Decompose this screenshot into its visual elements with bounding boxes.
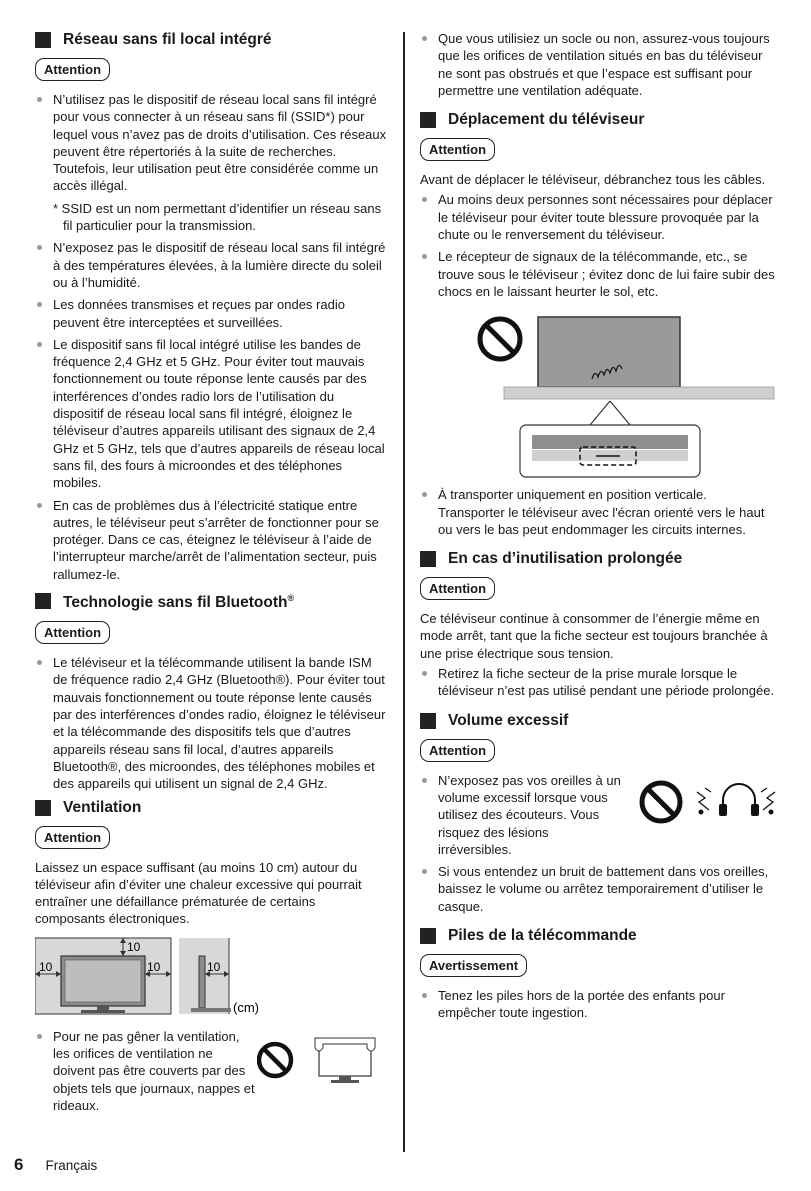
floor — [504, 387, 774, 399]
covered-tv-prohibited-figure — [257, 1030, 377, 1090]
move-text: Avant de déplacer le téléviseur, débranchez tous les câbles. — [420, 172, 766, 188]
heading-text: Piles de la télécommande — [448, 927, 637, 945]
volume-row — [420, 772, 776, 858]
section-volume — [420, 711, 776, 915]
list-item: Tenez les piles hors de la portée des enfants pour empêcher toute ingestion. — [420, 987, 776, 1022]
bullet-list — [35, 239, 387, 583]
column-divider — [403, 32, 405, 1152]
heading-text: Ventilation — [63, 798, 142, 816]
ventilation-cover-row — [35, 1028, 387, 1114]
unit-label: (cm) — [233, 999, 259, 1015]
attention-badge: Attention — [420, 138, 495, 161]
heading-text: Réseau sans fil local intégré — [63, 31, 272, 48]
heading-square-icon — [35, 32, 51, 48]
section-wifi — [35, 30, 387, 583]
bullet-list — [35, 1028, 257, 1114]
bullet-list — [35, 654, 387, 792]
bullet-list — [420, 863, 776, 915]
section-heading — [420, 549, 776, 569]
left-column — [35, 30, 387, 1119]
registered-mark: ® — [287, 593, 295, 604]
section-heading — [420, 110, 776, 130]
footnote: * SSID est un nom permettant d’identifier un réseau sans fil particulier pour la transmission. — [53, 200, 382, 234]
section-heading — [35, 798, 387, 818]
list-item: À transporter uniquement en position verticale. Transporter le téléviseur avec l'écran orienté vers le haut ou vers le bas peut endommager les circuits internes. — [420, 486, 776, 538]
list-item: Au moins deux personnes sont nécessaires pour déplacer le téléviseur pour éviter toute blessure provoquée par la chute ou le renversement du téléviseur. — [420, 191, 776, 243]
warning-badge: Avertissement — [420, 954, 527, 977]
tv-impact-diagram — [420, 305, 776, 480]
heading-square-icon — [35, 800, 51, 816]
language-label: Français — [45, 1158, 98, 1173]
list-item: N’exposez pas le dispositif de réseau local sans fil intégré à des températures élevées, à la lumière directe du soleil ou à l’humidité. — [35, 239, 387, 291]
list-item: Le récepteur de signaux de la télécommande, etc., se trouve sous le téléviseur ; évitez donc de lui faire subir des chocs en le laissant heurter le sol, etc. — [420, 248, 776, 300]
list-item: Le téléviseur et la télécommande utilisent la bande ISM de fréquence radio 2,4 GHz (Bluetooth®). Pour éviter tout mauvais fonctionnement ou toute réponse lente causés par des interférences d’ondes radio, éloignez le téléviseur et la télécommande des dispositifs tels que d’autres appareils réseau sans fil local, d’autres appareils Bluetooth®, des microondes, des téléphones mobiles et des appareils qui utilisent un signal de 2,4 GHz. — [35, 654, 387, 792]
section-heading — [35, 588, 387, 613]
headphones-prohibited-figure — [635, 772, 785, 832]
attention-badge: Attention — [420, 739, 495, 762]
ventilation-clearance-diagram — [35, 936, 387, 1026]
unused-text: Ce téléviseur continue à consommer de l’énergie même en mode arrêt, tant que la fiche secteur est toujours branchée à une prise électrique sous tension. — [420, 611, 768, 661]
list-item: Que vous utilisiez un socle ou non, assurez-vous toujours que les orifices de ventilation situés en bas du téléviseur ne sont pas obstrués et que l’espace est suffisant pour permettre une ventilation adéquate. — [420, 30, 776, 99]
right-column — [420, 30, 776, 1027]
list-item: Le dispositif sans fil local intégré utilise les bandes de fréquence 2,4 GHz et 5 GHz. Pour éviter tout mauvais fonctionnement ou toute réponse lente causés par des interférences d’ondes radio lors de l’utilisation du dispositif de réseau local sans fil intégré, éloignez le téléviseur d’autres appareils utilisant des signaux de 2,4 GHz et 5 GHz, tels que d’autres appareils de réseau local sans fil, des fours à microondes et des téléphones mobiles. — [35, 336, 387, 492]
section-unused — [420, 549, 776, 699]
heading-square-icon — [420, 713, 436, 729]
section-heading — [35, 30, 387, 50]
heading-square-icon — [420, 551, 436, 567]
heading-square-icon — [420, 112, 436, 128]
attention-badge: Attention — [420, 577, 495, 600]
heading-text: En cas d’inutilisation prolongée — [448, 550, 683, 568]
covered-tv-icon — [319, 1040, 371, 1076]
section-heading — [420, 711, 776, 731]
bullet-list — [420, 486, 776, 538]
bullet-list — [420, 665, 776, 700]
dim-top-label: 10 — [127, 939, 141, 954]
bullet-list — [420, 772, 625, 858]
ventilation-text: Laissez un espace suffisant (au moins 10 cm) autour du téléviseur afin d’éviter une chaleur excessive qui pourrait entraîner une défaillance prématurée de certains composants électroniques. — [35, 859, 362, 927]
list-item: N’utilisez pas le dispositif de réseau local sans fil intégré pour vous connecter à un réseau sans fil (SSID*) pour lequel vous n’avez pas de droits d’utilisation. Ces réseaux peuvent être répertoriés à la suite de recherches. Toutefois, leur utilisation peut être considérée comme un accès illégal. — [35, 91, 387, 195]
bullet-list — [420, 191, 776, 300]
list-item: Les données transmises et reçues par ondes radio peuvent être interceptées et surveillées. — [35, 296, 387, 331]
section-batteries — [420, 926, 776, 1022]
tv-side-icon — [199, 956, 205, 1008]
section-move — [420, 110, 776, 538]
headphones-icon — [723, 784, 755, 810]
noise-icon — [697, 788, 775, 810]
heading-text: Volume excessif — [448, 711, 569, 729]
bullet-list — [420, 987, 776, 1022]
attention-badge: Attention — [35, 58, 110, 81]
list-item: N’exposez pas vos oreilles à un volume excessif lorsque vous utilisez des écouteurs. Vous risquez des lésions irréversibles. — [420, 772, 625, 858]
list-item: Retirez la fiche secteur de la prise murale lorsque le téléviseur n’est pas utilisé pendant une période prolongée. — [420, 665, 776, 700]
list-item: En cas de problèmes dus à l’électricité statique entre autres, le téléviseur peut s’arrêter de fonctionner pour se protéger. Dans ce cas, éteignez le téléviseur à l’aide de l’interrupteur marche/arrêt de l’alimentation secteur, puis rallumez-le. — [35, 497, 387, 583]
bullet-list — [35, 91, 387, 195]
section-bluetooth — [35, 588, 387, 793]
list-item: Si vous entendez un bruit de battement dans vos oreilles, baissez le volume ou arrêtez temporairement d’utiliser le casque. — [420, 863, 776, 915]
section-heading — [420, 926, 776, 946]
attention-badge: Attention — [35, 621, 110, 644]
heading-text: Déplacement du téléviseur — [448, 111, 645, 129]
dim-side-label: 10 — [207, 959, 221, 974]
dim-left-label: 10 — [39, 959, 53, 974]
list-item: Pour ne pas gêner la ventilation, les orifices de ventilation ne doivent pas être couverts par des objets tels que journaux, nappes et rideaux. — [35, 1028, 257, 1114]
attention-badge: Attention — [35, 826, 110, 849]
heading-text: Technologie sans fil Bluetooth® — [63, 593, 295, 612]
heading-square-icon — [35, 593, 51, 609]
page-number: 6 — [14, 1155, 24, 1174]
dim-right-label: 10 — [147, 959, 161, 974]
section-ventilation — [35, 798, 387, 1115]
heading-square-icon — [420, 928, 436, 944]
bullet-list — [420, 30, 776, 99]
tv-icon — [538, 317, 680, 387]
page-footer — [14, 1155, 97, 1175]
